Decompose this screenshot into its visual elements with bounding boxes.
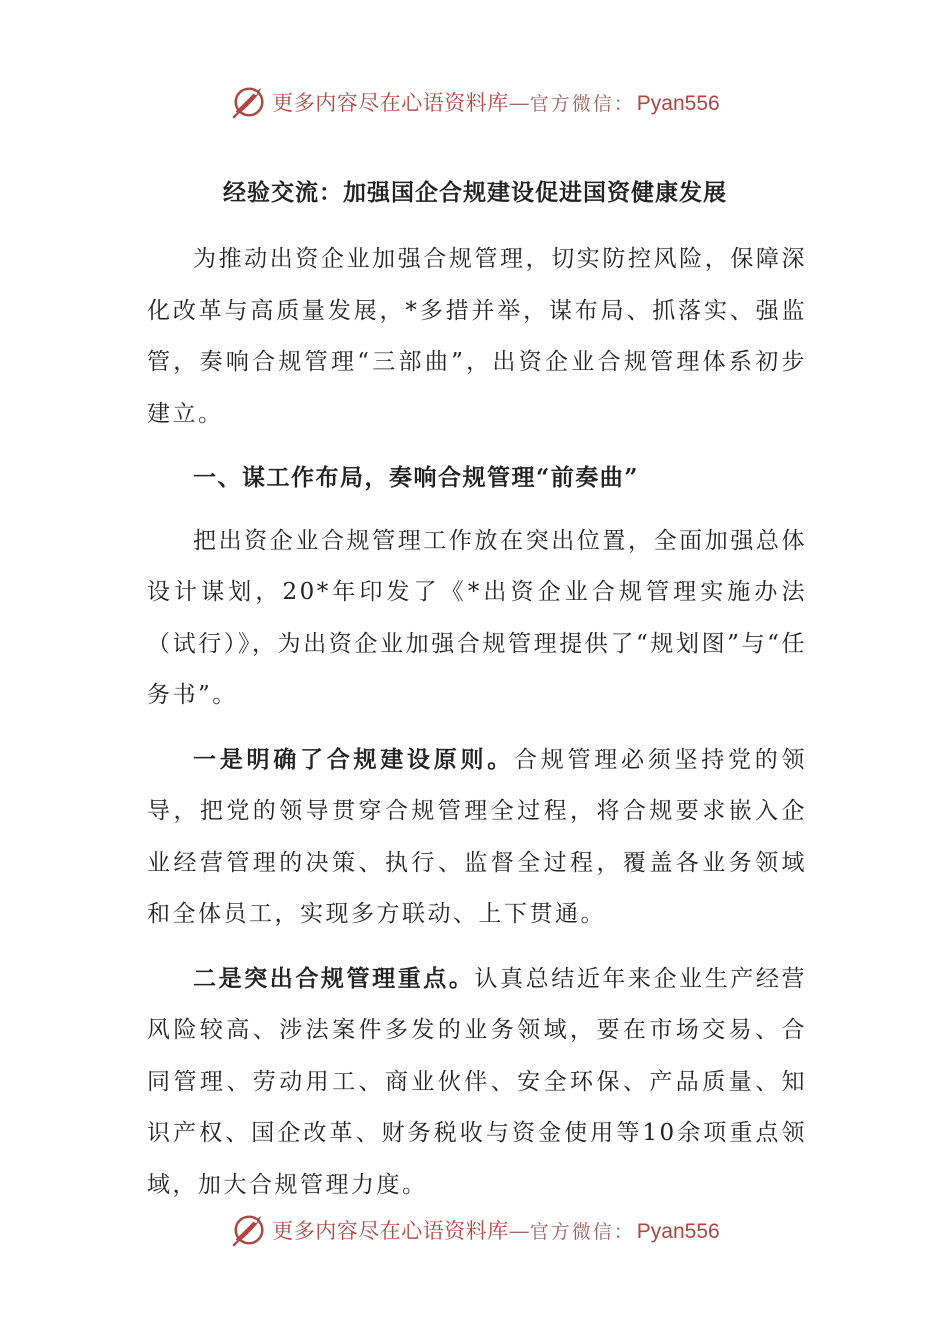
banner-dash: — (508, 1219, 530, 1243)
banner-wechat-id: Pyan556 (636, 1220, 720, 1243)
point-two-paragraph (147, 953, 807, 1212)
document-title: 经验交流：加强国企合规建设促进国资健康发展 (223, 179, 727, 206)
watermark-banner-bottom (0, 1210, 950, 1250)
banner-wechat-label: 官方微信： (529, 1221, 635, 1243)
watermark-banner-top (0, 82, 950, 122)
point-two-text: 认真总结近年来企业生产经营风险较高、涉法案件多发的业务领域，要在市场交易、合同管理、劳动用工、商业伙伴、安全环保、产品质量、知识产权、国企改革、财务税收与资金使用等10余项重点领域，加大合规管理力度。 (147, 965, 808, 1198)
banner-main-text: 更多内容尽在心语资料库 (272, 1219, 509, 1243)
banner-dash: — (508, 91, 530, 115)
document-body (147, 234, 807, 1223)
banner-main-text: 更多内容尽在心语资料库 (272, 91, 509, 115)
banner-wechat-label: 官方微信： (529, 93, 635, 115)
section-paragraph: 把出资企业合规管理工作放在突出位置，全面加强总体设计谋划，20*年印发了《*出资企业合规管理实施办法（试行）》，为出资企业加强合规管理提供了“规划图”与“任务书”。 (147, 527, 807, 708)
intro-paragraph: 为推动出资企业加强合规管理，切实防控风险，保障深化改革与高质量发展，*多措并举，谋布局、抓落实、强监管，奏响合规管理“三部曲”，出资企业合规管理体系初步建立。 (147, 246, 807, 427)
banner-text (272, 87, 719, 117)
section-heading: 一、谋工作布局，奏响合规管理“前奏曲” (193, 464, 639, 491)
point-one-paragraph (147, 734, 807, 941)
banner-text (272, 1215, 719, 1245)
pen-nib-logo-icon (230, 83, 268, 121)
banner-wechat-id: Pyan556 (636, 92, 720, 115)
pen-nib-logo-icon (230, 1211, 268, 1249)
point-one-lead: 一是明确了合规建设原则。 (193, 745, 514, 773)
point-two-lead: 二是突出合规管理重点。 (193, 964, 475, 992)
point-one-text: 合规管理必须坚持党的领导，把党的领导贯穿合规管理全过程，将合规要求嵌入企业经营管理的决策、执行、监督全过程，覆盖各业务领域和全体员工，实现多方联动、上下贯通。 (147, 746, 807, 927)
